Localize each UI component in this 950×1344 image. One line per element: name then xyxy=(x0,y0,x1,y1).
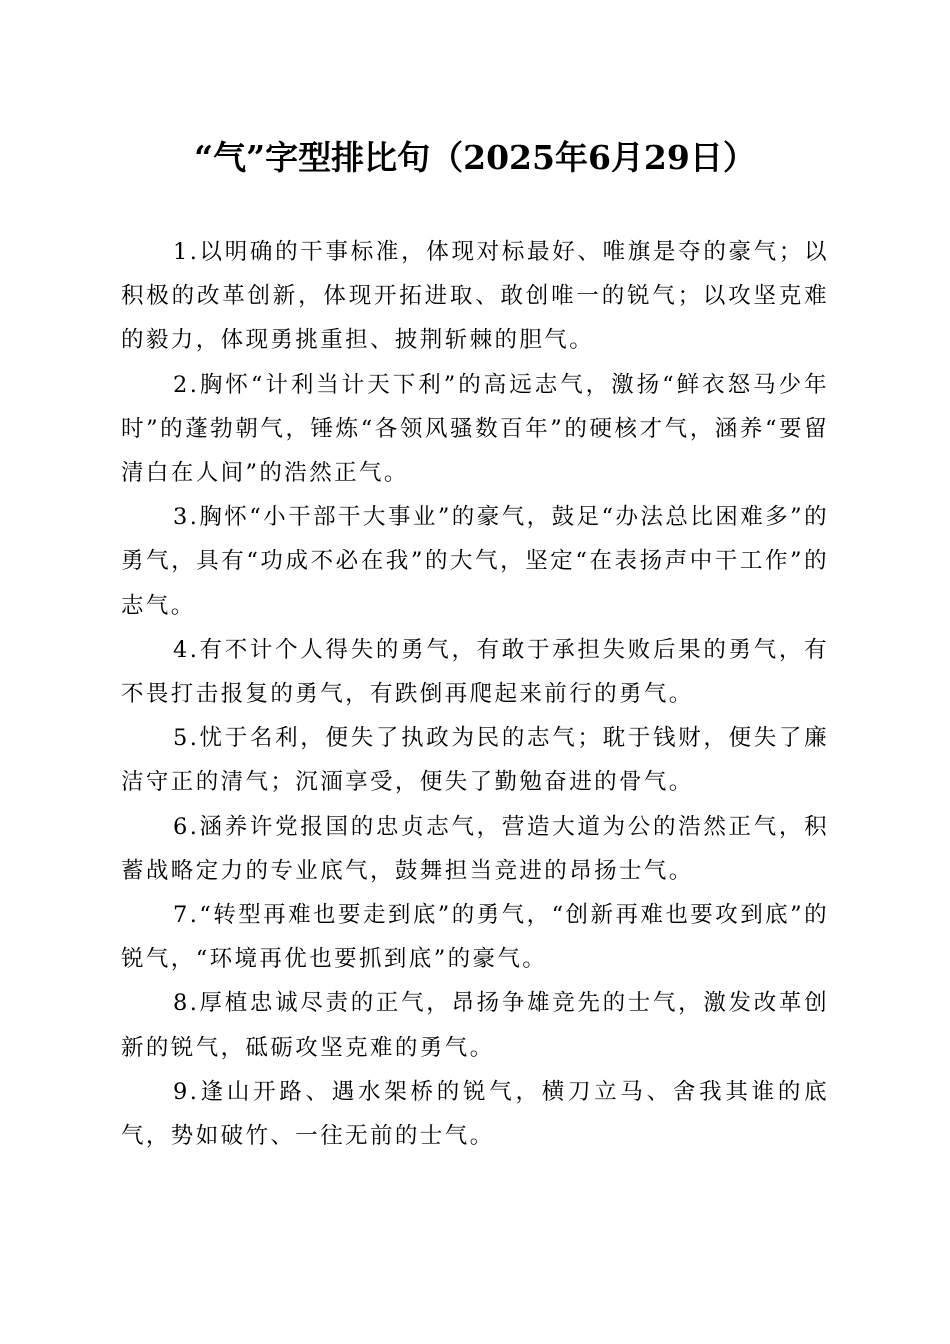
paragraph-7: 7.“转型再难也要走到底”的勇气，“创新再难也要攻到底”的锐气，“环境再优也要抓到底”的豪气。 xyxy=(121,902,829,973)
paragraph-2: 2.胸怀“计利当计天下利”的高远志气，激扬“鲜衣怒马少年时”的蓬勃朝气，锤炼“各领风骚数百年”的硬核才气，涵养“要留清白在人间”的浩然正气。 xyxy=(121,371,829,487)
document-title: “气”字型排比句（2025年6月29日） xyxy=(194,138,756,177)
paragraph-8: 8.厚植忠诚尽责的正气，昂扬争雄竞先的士气，激发改革创新的锐气，砥砺攻坚克难的勇气。 xyxy=(121,990,829,1061)
document-body xyxy=(121,230,829,1158)
paragraph-5: 5.忧于名利，便失了执政为民的志气；耽于钱财，便失了廉洁守正的清气；沉湎享受，便失了勤勉奋进的骨气。 xyxy=(121,725,829,796)
paragraph-3: 3.胸怀“小干部干大事业”的豪气，鼓足“办法总比困难多”的勇气，具有“功成不必在我”的大气，坚定“在表扬声中干工作”的志气。 xyxy=(121,504,829,619)
paragraph-1: 1.以明确的干事标准，体现对标最好、唯旗是夺的豪气；以积极的改革创新，体现开拓进取、敢创唯一的锐气；以攻坚克难的毅力，体现勇挑重担、披荆斩棘的胆气。 xyxy=(121,239,829,354)
paragraph-9: 9.逢山开路、遇水架桥的锐气，横刀立马、舍我其谁的底气，势如破竹、一往无前的士气。 xyxy=(121,1078,829,1150)
paragraph-4: 4.有不计个人得失的勇气，有敢于承担失败后果的勇气，有不畏打击报复的勇气，有跌倒再爬起来前行的勇气。 xyxy=(121,636,829,708)
paragraph-6: 6.涵养许党报国的忠贞志气，营造大道为公的浩然正气，积蓄战略定力的专业底气，鼓舞担当竞进的昂扬士气。 xyxy=(121,813,829,884)
